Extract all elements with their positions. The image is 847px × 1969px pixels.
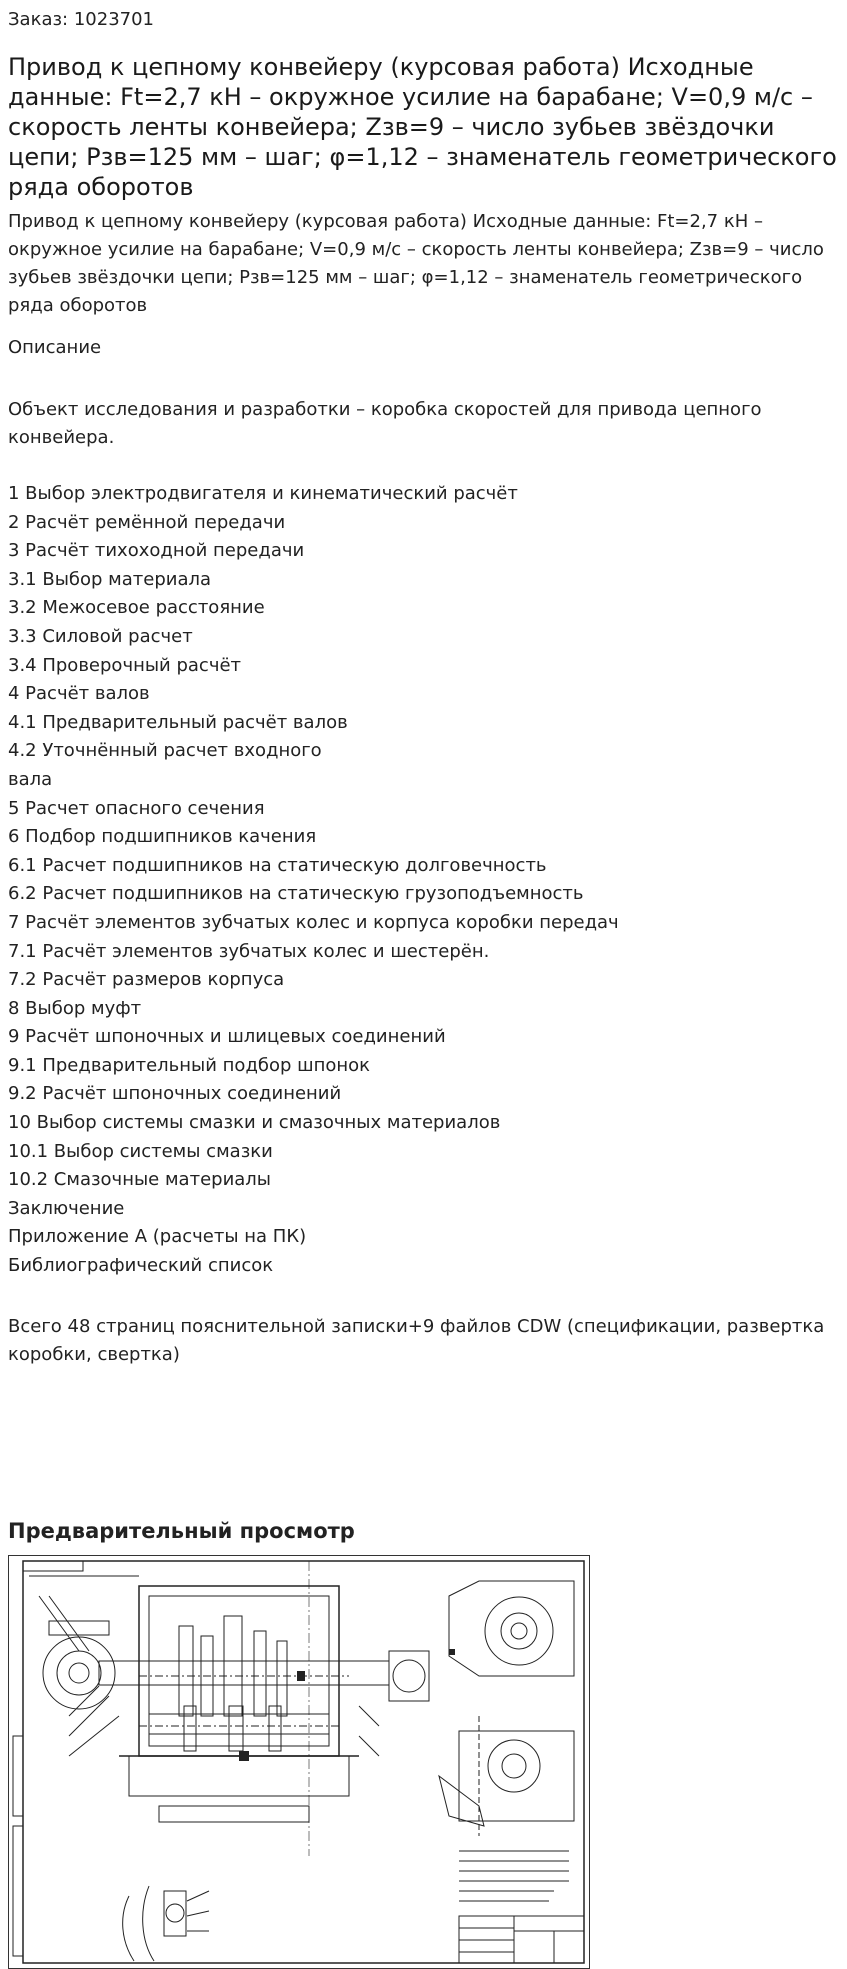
toc-item: 9.1 Предварительный подбор шпонок: [8, 1054, 371, 1076]
order-line: [8, 8, 839, 32]
object-text: Объект исследования и разработки – коробка скоростей для привода цепного конвейера.: [8, 399, 762, 448]
toc-item: 3.4 Проверочный расчёт: [8, 654, 242, 676]
toc-item: 6.1 Расчет подшипников на статическую долговечность: [8, 854, 547, 876]
toc-item: 7 Расчёт элементов зубчатых колес и корпуса коробки передач: [8, 911, 619, 933]
toc-item: 5 Расчет опасного сечения: [8, 797, 265, 819]
total-text: Всего 48 страниц пояснительной записки+9 файлов CDW (спецификации, развертка коробки, свертка): [8, 1315, 825, 1365]
table-of-contents: [8, 480, 839, 1281]
toc-item: 3.2 Межосевое расстояние: [8, 597, 265, 619]
toc-item: 4.2 Уточнённый расчет входного вала: [8, 740, 322, 790]
toc-item: Библиографический список: [8, 1255, 274, 1277]
toc-item: Заключение: [8, 1197, 125, 1219]
preview-heading: Предварительный просмотр: [8, 1518, 355, 1543]
toc-item: 6.2 Расчет подшипников на статическую грузоподъемность: [8, 883, 584, 905]
toc-item: 7.2 Расчёт размеров корпуса: [8, 969, 285, 991]
toc-item: 9 Расчёт шпоночных и шлицевых соединений: [8, 1026, 446, 1048]
toc-item: Приложение А (расчеты на ПК): [8, 1226, 307, 1248]
order-number: 1023701: [73, 9, 155, 30]
description-label: Описание: [8, 337, 102, 358]
lead-text: Привод к цепному конвейеру (курсовая работа) Исходные данные: Ft=2,7 кН – окружное усилие на барабане; V=0,9 м/с – скорость ленты конвейера; Zзв=9 – число зубьев звёздочки цепи; Pзв=125 мм – шаг; φ=1,12 – знаменатель геометрического ряда оборотов: [8, 211, 824, 316]
toc-item: 10 Выбор системы смазки и смазочных материалов: [8, 1112, 501, 1134]
toc-item: 3.1 Выбор материала: [8, 568, 212, 590]
toc-item: 1 Выбор электродвигателя и кинематический расчёт: [8, 483, 518, 504]
technical-drawing: [9, 1556, 589, 1968]
toc-item: 6 Подбор подшипников качения: [8, 826, 317, 848]
toc-item: 9.2 Расчёт шпоночных соединений: [8, 1083, 342, 1105]
toc-item: 10.1 Выбор системы смазки: [8, 1140, 273, 1162]
toc-item: 3 Расчёт тихоходной передачи: [8, 540, 305, 562]
toc-item: 7.1 Расчёт элементов зубчатых колес и шестерён.: [8, 940, 490, 962]
toc-item: 4 Расчёт валов: [8, 683, 150, 705]
preview-drawing-image[interactable]: [8, 1555, 590, 1969]
toc-item: 4.1 Предварительный расчёт валов: [8, 711, 348, 733]
order-label: Заказ:: [8, 9, 69, 30]
toc-item: 10.2 Смазочные материалы: [8, 1169, 272, 1191]
toc-item: 8 Выбор муфт: [8, 997, 142, 1019]
page-title: Привод к цепному конвейеру (курсовая работа) Исходные данные: Ft=2,7 кН – окружное усилие на барабане; V=0,9 м/с – скорость ленты конвейера; Zзв=9 – число зубьев звёздочки цепи; Pзв=125 мм – шаг; φ=1,12 – знаменатель геометрического ряда оборотов: [8, 53, 837, 201]
toc-item: 2 Расчёт ремённой передачи: [8, 511, 286, 533]
toc-item: 3.3 Силовой расчет: [8, 625, 193, 647]
